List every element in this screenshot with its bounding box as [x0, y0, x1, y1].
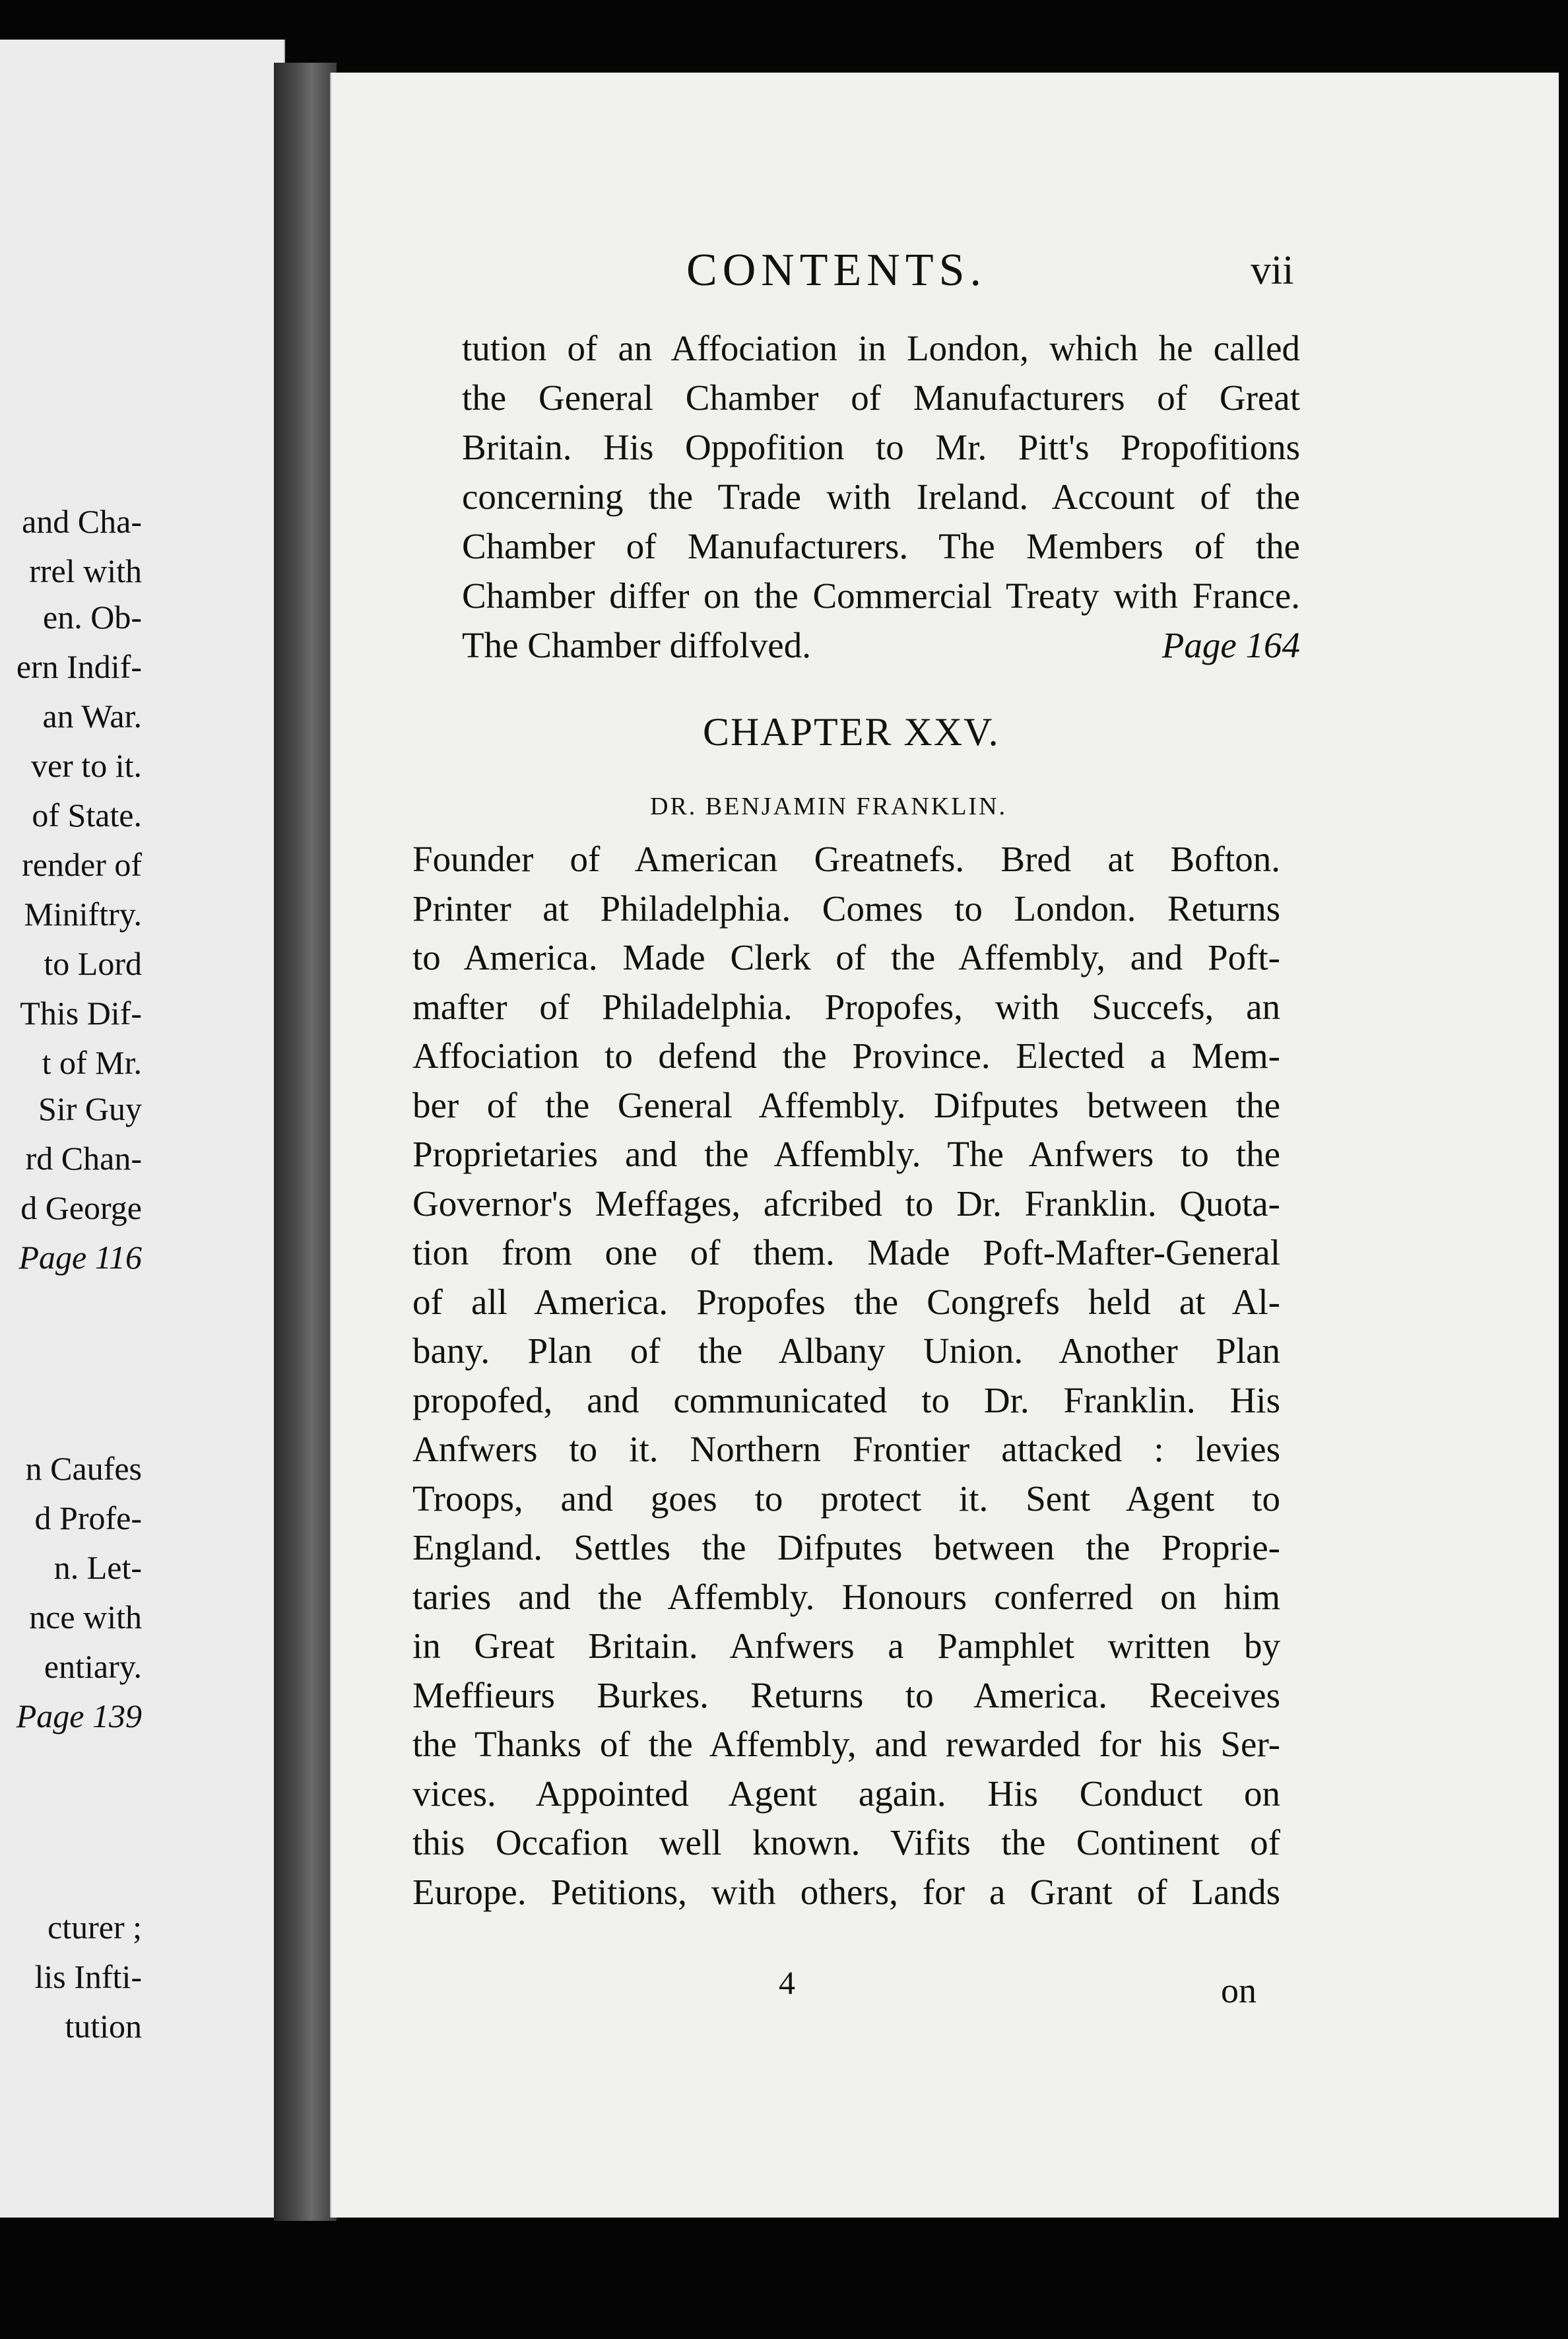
text-line: of all America. Propofes the Congrefs held at Al- [412, 1281, 1280, 1322]
previous-page-line: rrel with [29, 552, 142, 589]
text-line: Governor's Meffages, afcribed to Dr. Franklin. Quota- [412, 1183, 1280, 1224]
previous-page-line: and Cha- [22, 503, 142, 540]
text-line: Proprietaries and the Affembly. The Anfwers to the [412, 1134, 1280, 1174]
text-line: Affociation to defend the Province. Elected a Mem- [412, 1036, 1280, 1076]
previous-page-line: n Caufes [25, 1450, 142, 1487]
text-line: ber of the General Affembly. Difputes between the [412, 1084, 1280, 1125]
text-line: to America. Made Clerk of the Affembly, and Poft- [412, 937, 1280, 977]
previous-page-line: ver to it. [30, 747, 142, 784]
text-line: Chamber differ on the Commercial Treaty with France. [462, 576, 1300, 616]
page-reference: Page 164 [1161, 625, 1300, 665]
previous-page-line: t of Mr. [42, 1044, 142, 1081]
previous-page-line: This Dif- [20, 995, 142, 1032]
catchword: on [1221, 1971, 1257, 2010]
text-line: Meffieurs Burkes. Returns to America. Receives [412, 1674, 1280, 1715]
previous-page-line: Page 139 [16, 1697, 142, 1734]
text-line: Troops, and goes to protect it. Sent Agent to [412, 1478, 1280, 1519]
text-line: Chamber of Manufacturers. The Members of the [462, 526, 1300, 566]
text-line: Founder of American Greatnefs. Bred at Bofton. [412, 839, 1280, 879]
previous-page-line: en. Ob- [43, 599, 142, 636]
contents-entry-franklin [412, 835, 1280, 1917]
text-line: taries and the Affembly. Honours conferred on him [412, 1576, 1280, 1617]
text-line: tion from one of them. Made Poft-Mafter-General [412, 1232, 1280, 1272]
previous-page-line: ern Indif- [16, 648, 142, 685]
text-line: in Great Britain. Anfwers a Pamphlet written by [412, 1626, 1280, 1666]
text-line: this Occafion well known. Vifits the Continent of [412, 1822, 1280, 1862]
previous-page-line: d George [20, 1189, 142, 1226]
text-line-end: The Chamber diffolved. [462, 625, 811, 665]
previous-page-line: Sir Guy [38, 1090, 142, 1127]
previous-page-line: of State. [32, 797, 142, 834]
text-line: England. Settles the Difputes between the Proprie- [412, 1527, 1280, 1567]
text-line-last [462, 620, 1300, 670]
contents-entry-continued [462, 323, 1300, 670]
previous-page-line: n. Let- [53, 1549, 142, 1586]
text-line: bany. Plan of the Albany Union. Another Plan [412, 1331, 1280, 1371]
previous-page-line: Miniftry. [24, 896, 142, 933]
chapter-title: CHAPTER XXV. [703, 710, 1000, 754]
text-line: the Thanks of the Affembly, and rewarded for his Ser- [412, 1724, 1280, 1764]
previous-page-line: render of [22, 846, 142, 883]
text-line: vices. Appointed Agent again. His Conduct on [412, 1773, 1280, 1814]
text-line: Printer at Philadelphia. Comes to London. Returns [412, 888, 1280, 929]
page-number: vii [1251, 248, 1294, 293]
previous-page-line: an War. [42, 698, 142, 735]
previous-page-line: d Profe- [34, 1499, 142, 1536]
previous-page-line: lis Infti- [34, 1958, 142, 1995]
previous-page-line: tution [65, 2008, 142, 2045]
chapter-subtitle: DR. BENJAMIN FRANKLIN. [650, 793, 1008, 820]
previous-page-line: Page 116 [18, 1239, 142, 1276]
signature-mark: 4 [779, 1964, 795, 2001]
text-line: Anfwers to it. Northern Frontier attacked : levies [412, 1429, 1280, 1469]
text-line: tution of an Affociation in London, which he called [462, 328, 1300, 368]
text-line: concerning the Trade with Ireland. Account of the [462, 477, 1300, 517]
text-line: the General Chamber of Manufacturers of Great [462, 378, 1300, 418]
text-line: Britain. His Oppofition to Mr. Pitt's Propofitions [462, 427, 1300, 467]
previous-page-line: to Lord [44, 945, 142, 982]
text-line: Europe. Petitions, with others, for a Grant of Lands [412, 1871, 1280, 1912]
previous-page-line: nce with [29, 1598, 142, 1635]
running-head: CONTENTS. [686, 245, 987, 296]
previous-page-line: cturer ; [48, 1909, 142, 1946]
text-line: propofed, and communicated to Dr. Franklin. His [412, 1379, 1280, 1420]
text-line: mafter of Philadelphia. Propofes, with Succefs, an [412, 986, 1280, 1027]
previous-page-line: rd Chan- [25, 1140, 142, 1177]
previous-page-text [0, 0, 284, 2339]
previous-page-line: entiary. [44, 1648, 142, 1685]
